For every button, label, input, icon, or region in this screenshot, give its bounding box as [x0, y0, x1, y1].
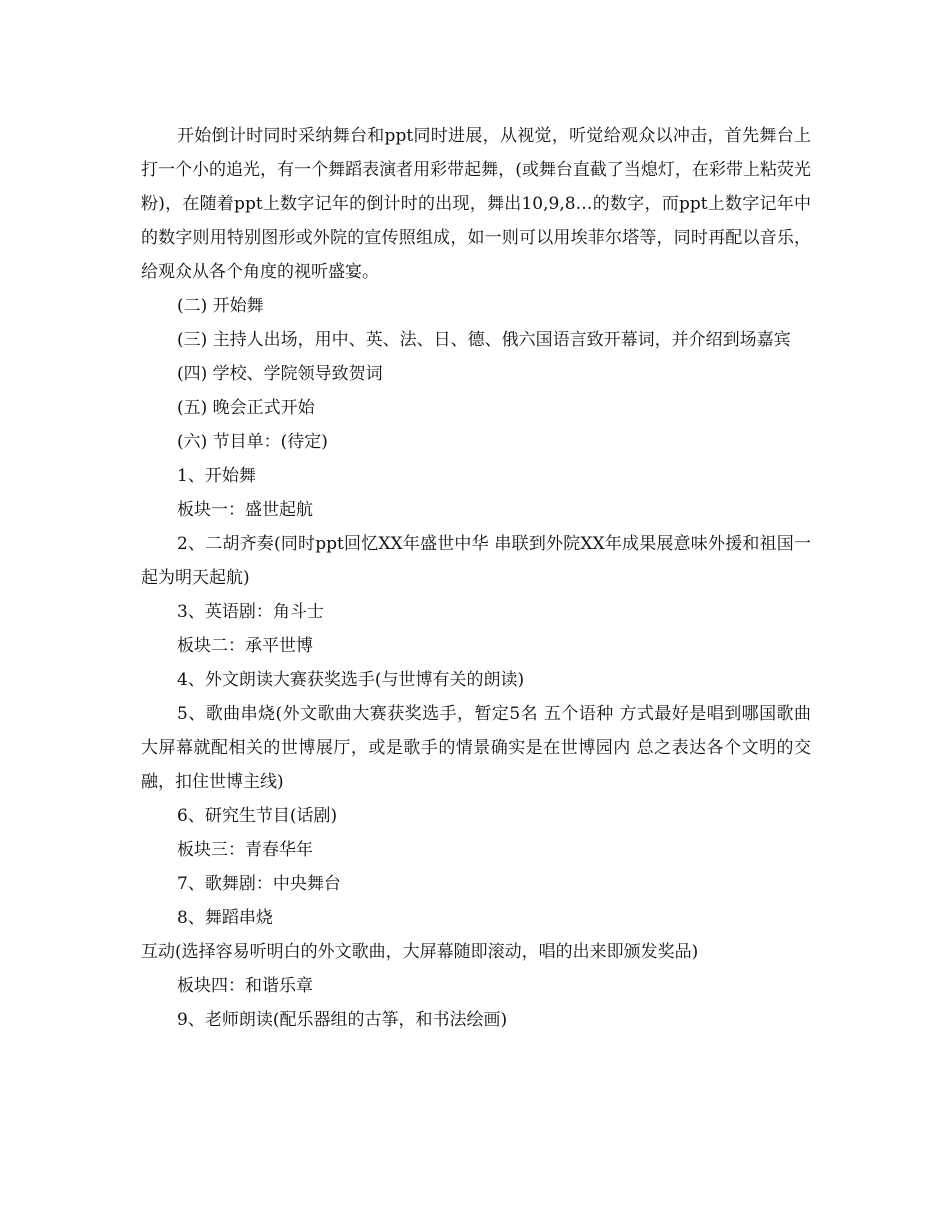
interaction-item: 互动(选择容易听明白的外文歌曲，大屏幕随即滚动，唱的出来即颁发奖品) — [141, 942, 699, 962]
program-item-2: 2、二胡齐奏(同时ppt回忆XX年盛世中华 串联到外院XX年成果展意味外援和祖国一起为明天起航) — [141, 534, 811, 588]
block-heading-2: 板块二：承平世博 — [177, 636, 313, 656]
paragraph-section-3: (三) 主持人出场，用中、英、法、日、德、俄六国语言致开幕词，并介绍到场嘉宾 — [177, 330, 791, 350]
program-item-9: 9、老师朗读(配乐器组的古筝，和书法绘画) — [177, 1010, 508, 1030]
program-item-5: 5、歌曲串烧(外文歌曲大赛获奖选手，暂定5名 五个语种 方式最好是唱到哪国歌曲大屏幕就配相关的世博展厅，或是歌手的情景确实是在世博园内 总之表达各个文明的交融，扣住世博主线) — [141, 704, 811, 792]
program-item-1: 1、开始舞 — [177, 466, 256, 486]
paragraph-section-2: (二) 开始舞 — [177, 296, 264, 316]
block-heading-3: 板块三：青春华年 — [177, 840, 313, 860]
program-item-4: 4、外文朗读大赛获奖选手(与世博有关的朗读) — [177, 670, 525, 690]
paragraph-section-6: (六) 节目单：(待定) — [177, 432, 328, 452]
program-item-8: 8、舞蹈串烧 — [177, 908, 273, 928]
paragraph-section-5: (五) 晚会正式开始 — [177, 398, 315, 418]
block-heading-1: 板块一：盛世起航 — [177, 500, 313, 520]
paragraph-countdown: 开始倒计时同时采纳舞台和ppt同时进展，从视觉，听觉给观众以冲击，首先舞台上打一个小的追光，有一个舞蹈表演者用彩带起舞，(或舞台直截了当熄灯，在彩带上粘荧光粉)，在随着ppt上数字记年的倒计时的出现，舞出10,9,8…的数字，而ppt上数字记年中的数字则用特别图形或外院的宣传照组成，如一则可以用埃菲尔塔等，同时再配以音乐，给观众从各个角度的视听盛宴。 — [141, 126, 811, 282]
document-body — [141, 119, 811, 1037]
program-item-6: 6、研究生节目(话剧) — [177, 806, 338, 826]
paragraph-section-4: (四) 学校、学院领导致贺词 — [177, 364, 383, 384]
program-item-7: 7、歌舞剧：中央舞台 — [177, 874, 341, 894]
program-item-3: 3、英语剧：角斗士 — [177, 602, 324, 622]
block-heading-4: 板块四：和谐乐章 — [177, 976, 313, 996]
